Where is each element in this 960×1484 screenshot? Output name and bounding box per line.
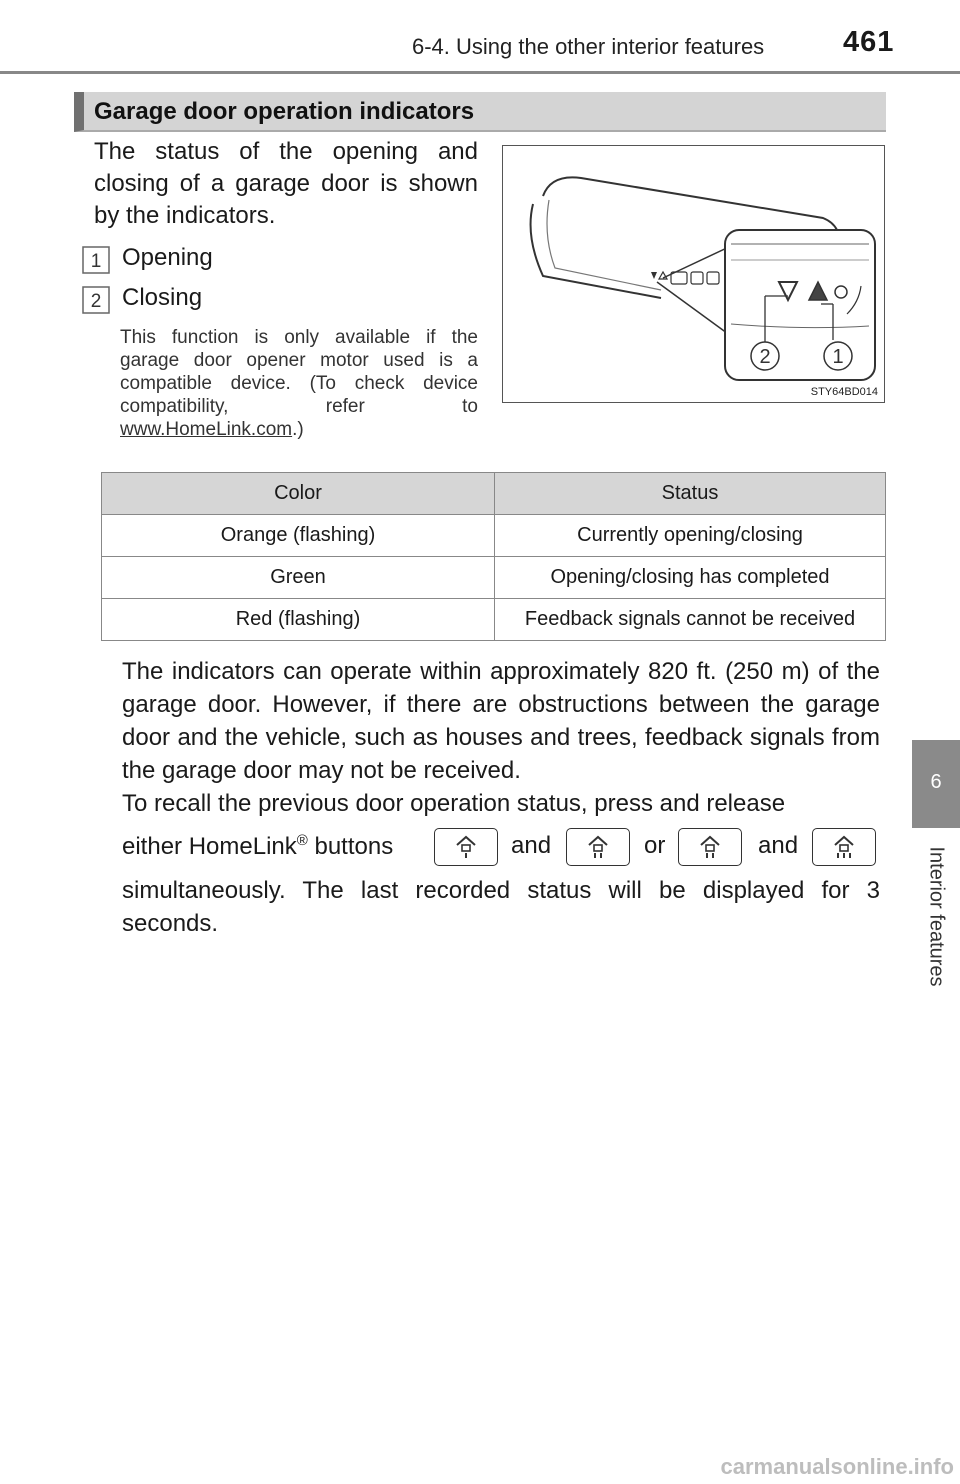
table-row: [102, 557, 886, 599]
list-item-label: Opening: [122, 244, 213, 271]
number-2-badge-icon: [82, 286, 110, 314]
column-header: Status: [495, 473, 886, 515]
status-cell: Feedback signals cannot be received: [495, 599, 886, 641]
callout-2: 2: [759, 346, 771, 368]
side-tab-chapter-label: [912, 836, 960, 996]
range-paragraph: The indicators can operate within approximately 820 ft. (250 m) of the garage door. However, if there are obstructions between the garage door and the vehicle, such as houses and trees, feedback signals from the garage door may not be received.: [122, 658, 880, 784]
indicator-status-table: [101, 472, 886, 641]
status-cell: Opening/closing has completed: [495, 557, 886, 599]
status-cell: Currently opening/closing: [495, 515, 886, 557]
table-header-row: [102, 473, 886, 515]
homelink-buttons-line: [122, 826, 882, 870]
registered-mark: ®: [296, 832, 308, 849]
number-1-badge-icon: [82, 246, 110, 274]
svg-text:1: 1: [90, 251, 102, 272]
color-cell: Green: [102, 557, 495, 599]
table-row: [102, 599, 886, 641]
recall-paragraph-start: To recall the previous door operation status, press and release: [122, 790, 786, 817]
inline-text: either HomeLink® buttons: [122, 832, 394, 860]
figure-code: STY64BD014: [810, 386, 878, 398]
homelink-link[interactable]: www.HomeLink.com: [120, 419, 293, 440]
inline-text: or: [644, 832, 666, 859]
column-header: Color: [102, 473, 495, 515]
recall-paragraph-end: simultaneously. The last recorded status will be displayed for 3 seconds.: [122, 877, 880, 937]
inline-text: and: [511, 832, 552, 859]
homelink-button-3-icon: [812, 828, 876, 866]
watermark: carmanualsonline.info: [720, 1454, 954, 1479]
header-divider: [0, 71, 960, 74]
mirror-diagram-icon: [503, 146, 884, 402]
homelink-button-1-icon: [434, 828, 498, 866]
table-row: [102, 515, 886, 557]
svg-text:2: 2: [90, 291, 102, 312]
chapter-title: 6-4. Using the other interior features: [412, 34, 765, 59]
callout-1: 1: [832, 346, 844, 368]
color-cell: Red (flashing): [102, 599, 495, 641]
inline-text: and: [758, 832, 799, 859]
side-tab-chapter-number: 6: [912, 740, 960, 828]
rearview-mirror-illustration: [502, 145, 885, 403]
compatibility-note: This function is only available if the garage door opener motor used is a compatible device. (To check device compatibility, refer to www.HomeLink.com.): [120, 327, 478, 440]
section-heading-text: Garage door operation indicators: [94, 98, 475, 125]
homelink-button-2-icon: [566, 828, 630, 866]
page-number: 461: [843, 26, 895, 58]
list-item-label: Closing: [122, 284, 203, 311]
intro-paragraph: The status of the opening and closing of a garage door is shown by the indicators.: [94, 138, 478, 229]
homelink-button-2-icon: [678, 828, 742, 866]
body-paragraph: [122, 655, 880, 820]
section-heading: [74, 92, 886, 132]
color-cell: Orange (flashing): [102, 515, 495, 557]
mirror-indicator-cluster: [651, 272, 719, 284]
side-tab-label-text: Interior features: [925, 845, 948, 987]
